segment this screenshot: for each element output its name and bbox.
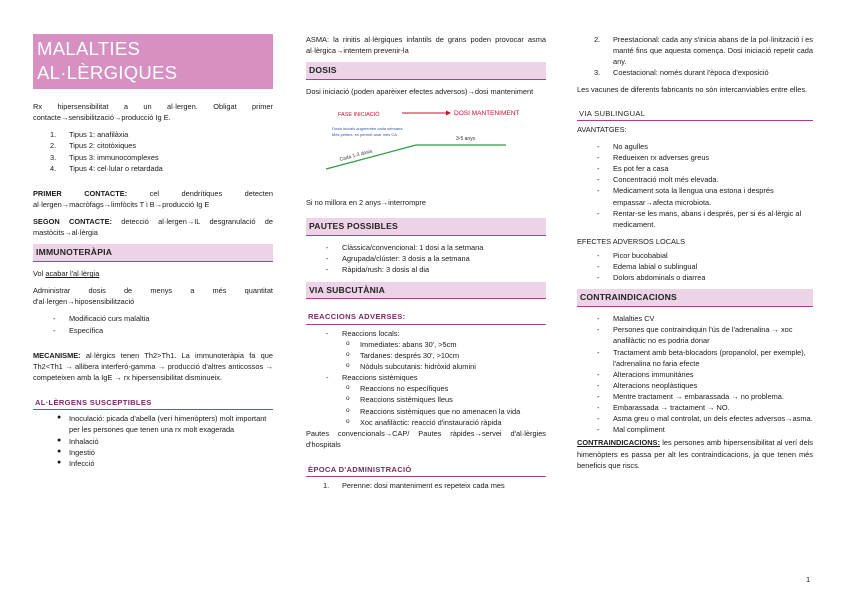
list-item: - No agulles bbox=[597, 142, 648, 152]
immuno-admin: Administrar dosis de menys a més quantitat d'al·lergen→hiposensibilització bbox=[33, 286, 273, 307]
page-title: MALALTIES AL·LÈRGIQUES bbox=[33, 34, 273, 89]
local-label-list bbox=[306, 328, 546, 339]
list-item: 1. Perenne: dosi manteniment es repeteix cada mes bbox=[323, 481, 505, 491]
no-improve-text: Si no millora en 2 anys→interrompre bbox=[306, 198, 426, 208]
section-contraindications: CONTRAINDICACIONS bbox=[577, 289, 813, 307]
list-item: - Edema labial o sublingual bbox=[597, 262, 698, 272]
list-item: o Immediates: abans 30', >5cm bbox=[346, 339, 457, 349]
first-contact: PRIMER CONTACTE: cel dendrítiques detecten al·lergen→macròfags→limfòcits T i B→producció Ig E bbox=[33, 188, 274, 209]
list-item: - Es pot fer a casa bbox=[597, 164, 669, 174]
list-item: ● Ingestió bbox=[57, 447, 95, 457]
types-list bbox=[33, 129, 273, 173]
subsection-reactions: REACCIONS ADVERSES: bbox=[306, 311, 546, 324]
list-item: - Redueixen rx adverses greus bbox=[597, 153, 710, 163]
list-item: ● Inhalació bbox=[57, 436, 99, 446]
column-2 bbox=[306, 34, 546, 498]
list-item: o Nòduls subcutanis: hidròxid alumini bbox=[346, 362, 476, 372]
list-item: o Reaccions sistèmiques lleus bbox=[346, 395, 453, 405]
list-item: - Mal compliment bbox=[597, 425, 665, 435]
subsection-sublingual: VIA SUBLINGUAL bbox=[577, 108, 813, 121]
section-immunotherapy: IMMUNOTERÀPIA bbox=[33, 244, 273, 262]
epoch-list-2 bbox=[577, 34, 813, 78]
list-item: 3. Tipus 3: immunocomplexes bbox=[50, 152, 159, 162]
list-item: - Modificació curs malaltia bbox=[53, 314, 150, 324]
subsection-epoch: ÈPOCA D'ADMINISTRACIÓ bbox=[306, 464, 546, 477]
immuno-goal: Vol acabar l'al·lèrgia bbox=[33, 269, 100, 279]
local-reactions-list bbox=[306, 339, 546, 372]
list-item: - Específica bbox=[53, 325, 104, 335]
list-item: o Reaccions sistèmiques que no amenacen la vida bbox=[346, 406, 521, 416]
list-item: - Medicament sota la llengua una estona i després empassar→afecta microbiota. bbox=[597, 186, 774, 207]
second-contact: SEGON CONTACTE: detecció al·lergen→IL desgranulació de mastòcits→al·lèrgia bbox=[33, 216, 273, 238]
advantages-label: AVANTATGES: bbox=[577, 124, 627, 134]
list-item: 2. Preestacional: cada any s'inicia abans de la pol·linització i es manté fins que aquesta comença. Dosi iniciació repetir cada any. bbox=[594, 35, 813, 67]
systemic-label-list bbox=[306, 372, 546, 383]
list-item: 4. Tipus 4: cel·lular o retardada bbox=[50, 163, 163, 173]
list-item: - Alteracions neoplàstiques bbox=[597, 380, 698, 390]
dose-diagram bbox=[306, 103, 546, 187]
list-item: - Ràpida/rush: 3 dosis al dia bbox=[326, 265, 430, 275]
adverse-list bbox=[577, 250, 813, 283]
list-item: - Mentre tractament → embarassada → no problema. bbox=[597, 392, 784, 402]
advantages-list bbox=[577, 141, 813, 230]
column-1 bbox=[33, 34, 273, 475]
list-item: o Reaccions no específiques bbox=[346, 384, 449, 394]
list-item: - Malalties CV bbox=[597, 314, 655, 324]
section-subcutaneous: VIA SUBCUTÀNIA bbox=[306, 282, 546, 300]
page-number: 1 bbox=[806, 575, 811, 584]
section-doses: DOSIS bbox=[306, 62, 546, 80]
fase-label: FASE INICIACIÓ bbox=[338, 112, 380, 119]
arrow-head-icon bbox=[446, 111, 451, 116]
adverse-label: EFECTES ADVERSOS LOCALS bbox=[577, 236, 686, 246]
list-item: o Xoc anafilàctic: reacció d'instauració ràpida bbox=[346, 417, 502, 427]
conventional-text: Pautes convencionals→CAP/ Pautes ràpides→servei d'al·lèrgies d'hospitals bbox=[306, 428, 546, 449]
rise-label: Cada 1-3 dosis bbox=[338, 148, 374, 164]
list-item: - Rentar-se les mans, abans i després, per si és al·lèrgic al medicament. bbox=[597, 208, 802, 229]
systemic-reactions-list bbox=[306, 383, 546, 427]
list-item: 3. Coestacional: només durant l'època d'exposició bbox=[594, 68, 769, 78]
list-item: 2. Tipus 2: citotòxiques bbox=[50, 141, 137, 151]
list-item: - Picor bucobabial bbox=[597, 251, 668, 261]
list-item: - Concentració molt més elevada. bbox=[597, 175, 719, 185]
column-3 bbox=[577, 34, 813, 477]
intro-text: Rx hipersensibilitat a un al·lergen. Obligat primer contacte→sensibilització→producció Ig E. bbox=[33, 102, 273, 123]
contraindications-list bbox=[577, 313, 813, 435]
dose-maint-label: DOSI MANTENIMENT bbox=[454, 110, 520, 118]
dose-diagram-svg bbox=[306, 103, 546, 187]
list-item: 1. Tipus 1: anafilàxia bbox=[50, 130, 129, 140]
list-item: o Tardanes: després 30', >10cm bbox=[346, 351, 459, 361]
list-item: - Dolors abdominals o diarrea bbox=[597, 273, 706, 283]
list-item: - Clàssica/convencional: 1 dosi a la setmana bbox=[326, 243, 484, 253]
list-item: - Asma greu o mal controlat, un dels efectes adversos→asma. bbox=[597, 414, 813, 424]
list-item: - Reaccions sistèmiques bbox=[326, 373, 418, 383]
note-line-2: Més petites, es permet anar més CA bbox=[332, 132, 397, 138]
list-item: ● Infecció bbox=[57, 458, 95, 468]
years-label: 3-5 anys bbox=[456, 136, 476, 143]
immuno-goal-link: acabar l'al·lèrgia bbox=[45, 269, 100, 279]
list-item: - Embarassada → tractament → NO. bbox=[597, 403, 730, 413]
doses-text: Dosi iniciació (poden aparèixer efectes adversos)→dosi manteniment bbox=[306, 87, 534, 97]
list-item: - Tractament amb beta-blocadors (propanolol, per exemple), l'adrenalina no faria efecte bbox=[597, 347, 806, 368]
subsection-allergens: AL·LÈRGENS SUSCEPTIBLES bbox=[33, 397, 273, 410]
vaccines-note: Les vacunes de diferents fabricants no són intercanviables entre elles. bbox=[577, 85, 808, 95]
note-line-1: Dosis inicials augmenten cada setmana bbox=[332, 126, 403, 132]
section-patterns: PAUTES POSSIBLES bbox=[306, 218, 546, 236]
patterns-list bbox=[306, 242, 546, 275]
contra-note: CONTRAINDICACIONS: les persones amb hipersensibilitat al verí dels himenòpters es passa per alt les contraindicacions, ja que tenen més beneficis que riscs. bbox=[577, 438, 813, 470]
immuno-list bbox=[33, 313, 273, 335]
mechanism-text: MECANISME: al·lèrgics tenen Th2>Th1. La immunoteràpia fa que Th2<Th1 → allibera interferó-gamma → producció d'altres anticossos → competeixen amb la IgE → rx hipersensibilitat disminueix. bbox=[33, 350, 273, 382]
allergens-list bbox=[33, 413, 273, 469]
list-item: - Agrupada/clúster: 3 dosis a la setmana bbox=[326, 254, 470, 264]
epoch-list-1 bbox=[306, 480, 546, 491]
list-item: ● Inoculació: picada d'abella (verí himenòpters) molt important per les persones que tenen una rx molt exagerada bbox=[57, 414, 267, 435]
asma-text: ASMA: la rinitis al·lèrgiques infantils de grans poden provocar asma al·lèrgica→intentem prevenir-la bbox=[306, 35, 546, 56]
list-item: - Alteracions immunitàries bbox=[597, 369, 694, 379]
list-item: - Persones que contraindiquin l'ús de l'adrenalina → xoc anafilàctic no es podria donar bbox=[597, 325, 793, 346]
list-item: - Reaccions locals: bbox=[326, 328, 400, 338]
